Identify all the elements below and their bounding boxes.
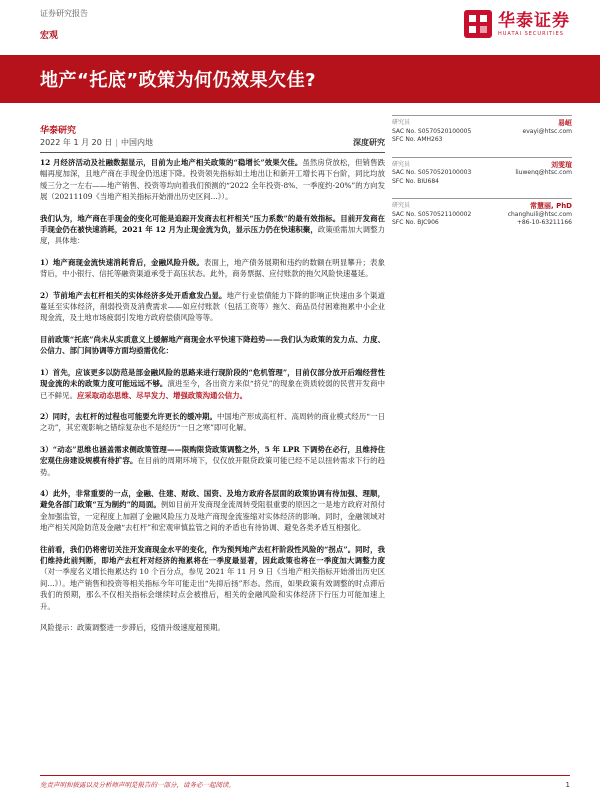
analyst-sfc: SFC No. BJC906 — [392, 219, 439, 226]
report-title: 地产“托底”政策为何仍效果欠佳? — [40, 70, 317, 91]
analyst-name: 易峘 — [558, 119, 572, 127]
paragraph-1 — [40, 157, 385, 203]
report-series-label: 证券研究报告 — [40, 9, 88, 18]
report-region: 中国内地 — [121, 138, 154, 147]
analyst-sfc: SFC No. AMH263 — [392, 136, 443, 143]
analyst-card — [392, 157, 572, 187]
paragraph-4-text: 地产行业偿债能力下降的影响正快速由多个渠道蔓延至实体经济，削弱投资及消费需求——如应付账款（包括工资等）拖欠、商品员付困难拖累中小企业现金流，及土地市场疲弱引发地方政府偿债风险等等。 — [40, 290, 385, 323]
analyst-role: 研究员 — [392, 160, 411, 168]
report-date: 2022 年 1 月 20 日 — [40, 138, 113, 147]
analyst-sac: SAC No. S0570520100005 — [392, 127, 472, 135]
paragraph-5 — [40, 334, 385, 357]
paragraph-1-lead: 12 月经济活动及社融数据显示，目前为止地产相关政策的“稳增长”效果欠佳。 — [40, 158, 303, 167]
analyst-sfc: SFC No. BIU684 — [392, 177, 439, 185]
report-meta-row: 2022 年 1 月 20 日 | 中国内地 深度研究 — [40, 137, 385, 153]
logo-chinese-name: 华泰证券 — [498, 11, 570, 31]
paragraph-10-lead: 往前看，我们仍将密切关注开发商现金水平的变化，作为预判地产去杠杆阶段性风险的“拐点”。同时，我们维持此前判断，即地产去杠杆对经济的拖累将在一季度最显著，因此政策也将在一季度加大调整力度 — [40, 544, 385, 565]
analyst-phone: +86-10-63211166 — [516, 219, 572, 226]
report-category-label: 宏观 — [40, 31, 59, 41]
paragraph-6 — [40, 367, 385, 401]
risk-warning: 风险提示：政策调整进一步滞后，疫情升级速度超预期。 — [40, 623, 225, 632]
paragraph-9 — [40, 488, 385, 534]
paragraph-2-text: 政策亟需加大调整力度，具体地： — [40, 225, 385, 246]
paragraph-1-text: 虽然房贷放松，但销售跌幅再度加深，且地产商在手现金仍迅速下降。投资领先指标如土地出让和新开工增长再下台阶，同比均放缓三分之一左右——地产销售、投资等均向着我们预测的“2022 全年投资-8%、一季度约-20%”的方向发展（20211109《当地产相关指标开始滑出历史区间...》）。 — [40, 158, 385, 202]
paragraph-7-lead: 2）同时，去杠杆的过程也可能要允许更长的缓冲期。 — [40, 411, 217, 421]
paragraph-2 — [40, 213, 385, 247]
paragraph-5-lead: 目前政策“托底”尚未从实质意义上缓解地产商现金水平快速下降趋势——我们认为政策的发力点、力度、公信力、部门间协调等方面均亟需优化： — [40, 334, 385, 356]
paragraph-8-lead: 3）“动态”思维也涵盖需求侧政策管理——限购限贷政策调整之外，5 年 LPR 下调势在必行，且维持住宏观住房建设规模有待扩容。 — [40, 444, 385, 466]
footer-disclaimer: 免责声明和披露以及分析师声明是报告的一部分，请务必一起阅读。 — [40, 781, 235, 789]
report-kind: 深度研究 — [353, 138, 385, 147]
analyst-sac: SAC No. S0570521100002 — [392, 210, 472, 218]
logo-english-name: HUATAI SECURITIES — [498, 31, 564, 37]
paragraph-4 — [40, 290, 385, 324]
analyst-card — [392, 198, 572, 228]
analyst-role: 研究员 — [392, 202, 411, 209]
paragraph-3-lead: 1）地产商现金流快速消耗背后，金融风险升级。 — [40, 257, 204, 267]
huatai-logo-icon — [464, 10, 492, 38]
footer-divider — [40, 775, 570, 776]
analyst-sac: SAC No. S0570520100003 — [392, 169, 472, 176]
paragraph-8-text: 在目前的周期环境下，仅仅放开限贷政策可能已经不足以扭转需求下行的趋势。 — [40, 456, 385, 477]
report-type-label: 华泰研究 — [40, 126, 77, 136]
paragraph-9-text: 例如目前开发商现金流周转受阻很重要的原因之一是地方政府对预付金加强监管，一定程度上加剧了金融风险压力及地产商现金流鉴缩对实体经济的影响。同时，金融领域对地产相关风险防范及金融“去杠杆”和宏观审慎监管之间的矛盾也有待协调、避免各类矛盾互相强化。 — [40, 500, 385, 533]
analyst-panel — [392, 115, 572, 240]
analyst-role: 研究员 — [392, 119, 411, 126]
paragraph-6-text: 演进至今，各出资方来似“挤兑”的现象在资质较弱的民营开发商中已不鲜见。 — [40, 379, 385, 400]
paragraph-10-text: （对一季度名义增长拖累达约 10 个百分点，参见 2021 年 11 月 9 日《当地产相关指标开始滑出历史区间...》）。地产销售和投资等相关指标今年可能走出“先抑后扬”形态。然而，如果政策有效调整的时点滞后我们的预期，那么不仅相关指标会继续时点会被推后，相关的金融风险和实体经济下行压力可能加速上升。 — [40, 567, 385, 611]
title-banner — [0, 55, 600, 103]
analyst-card — [392, 115, 572, 145]
paragraph-3-text: 表面上，地产债务展期和违约的数额在明显攀升；表象背后，中小银行、信托等融资渠道承受于高压状态。此外，商务票据、应付账款的拖欠风险快速蔓延。 — [40, 257, 385, 279]
paragraph-9-lead: 4）此外，非常重要的一点，金融、住建、财政、国资、及地方政府各层面的政策协调有待加强、理顺，避免各部门政策“互为制约”的局面。 — [40, 488, 385, 510]
paragraph-3 — [40, 257, 385, 280]
analyst-email[interactable]: liuwenq@htsc.com — [515, 169, 572, 176]
header-left — [40, 8, 88, 41]
analyst-email[interactable]: changhuili@htsc.com — [507, 210, 572, 218]
page-number: 1 — [565, 781, 570, 789]
paragraph-4-lead: 2）节前地产去杠杆相关的实体经济多处开盾愈发凸显。 — [40, 290, 227, 300]
paragraph-7-text: 中国地产形成高杠杆、高周转的商业模式经历“一日之功”，其宏观影响之错综复杂也不是经历“一日之寒”即可化解。 — [40, 411, 385, 433]
company-logo — [464, 10, 570, 38]
analyst-name: 常慧丽, PhD — [529, 202, 572, 210]
paragraph-2-lead: 我们认为，地产商在手现金的变化可能是追踪开发商去杠杆相关“压力系数”的最有效指标。目前开发商在手现金仍在被快速消耗，2021 年 12 月为止现金流为负，显示压力仍在快速积聚， — [40, 213, 385, 235]
paragraph-6-lead: 1）首先，应该更多以防范是部金融风险的思路来进行现阶段的“危机管理”，目前仅部分放开后端经营性现金流的未的政策力度可能远远不够。 — [40, 367, 385, 389]
analyst-name: 刘雯瑄 — [551, 160, 572, 169]
paragraph-7 — [40, 411, 385, 434]
analyst-email[interactable]: evayi@htsc.com — [522, 127, 572, 135]
paragraph-8 — [40, 444, 385, 478]
paragraph-10 — [40, 544, 385, 612]
report-body — [40, 157, 385, 643]
paragraph-6-emphasis: 应采取动态思维、尽早发力、增强政策沟通公信力。 — [76, 390, 247, 400]
